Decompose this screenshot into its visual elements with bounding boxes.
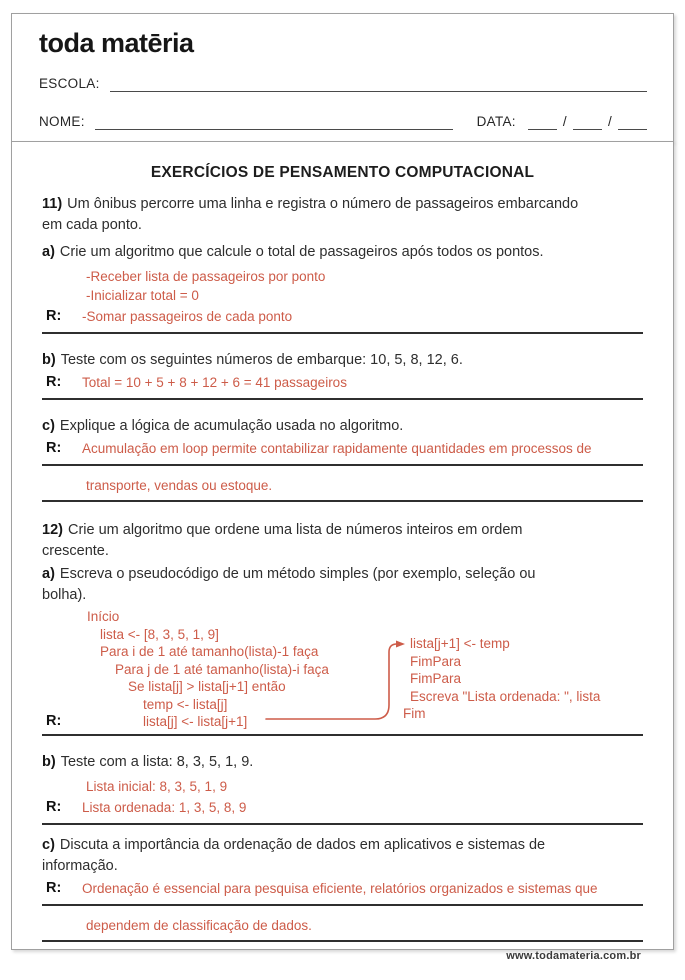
answer-line: Ordenação é essencial para pesquisa eficiente, relatórios organizados e sistemas que (82, 881, 598, 896)
q11-a-answer-pre-lines (42, 267, 643, 305)
q12-part-b-prompt-text: Teste com a lista: 8, 3, 5, 1, 9. (60, 754, 254, 770)
nome-data-row (39, 114, 647, 130)
q11-part-a-prompt-text: Crie um algoritmo que calcule o total de passageiros após todos os pontos. (59, 244, 544, 260)
q12-part-a-prompt-line1: Escreva o pseudocódigo de um método simples (por exemplo, seleção ou (59, 566, 536, 582)
q11-part-c-prompt-text: Explique a lógica de acumulação usada no algoritmo. (59, 418, 404, 434)
answer-label: R: (46, 880, 62, 896)
code-line: Escreva "Lista ordenada: ", lista (410, 688, 601, 704)
q11-a-answer-row (42, 307, 643, 334)
header-card (11, 13, 674, 142)
question-11-statement-line1: Um ônibus percorre uma linha e registra o número de passageiros embarcando (67, 196, 579, 212)
q12-part-b-label: b) (42, 754, 56, 770)
escola-label: ESCOLA: (39, 76, 100, 91)
q12-part-a-prompt-line2: bolha). (42, 587, 87, 603)
q11-part-a-prompt (42, 242, 643, 263)
nome-label: NOME: (39, 114, 85, 129)
date-separator: / (562, 114, 567, 129)
answer-line: -Inicializar total = 0 (86, 288, 199, 303)
q12-part-c-label: c) (42, 837, 55, 853)
q11-c-answer-continuation: transporte, vendas ou estoque. (42, 466, 643, 502)
answer-label: R: (46, 440, 62, 456)
code-line: Início (87, 609, 120, 624)
date-slot-year (618, 115, 647, 130)
answer-line: -Receber lista de passageiros por ponto (86, 269, 326, 284)
question-12-number: 12) (42, 522, 63, 538)
question-11-number: 11) (42, 196, 63, 212)
code-line: Se lista[j] > lista[j+1] então (128, 679, 286, 694)
footer-url: www.todamateria.com.br (506, 950, 641, 962)
escola-write-line (110, 77, 647, 92)
q12-part-c-prompt-line1: Discuta a importância da ordenação de dados em aplicativos e sistemas de (59, 837, 546, 853)
q12-part-a-prompt (42, 564, 643, 606)
answer-line: Lista ordenada: 1, 3, 5, 8, 9 (82, 800, 247, 815)
question-12-statement (42, 520, 643, 562)
pseudocode-right-column (403, 635, 601, 723)
q11-part-b-prompt (42, 350, 643, 371)
worksheet-page (0, 13, 685, 980)
answer-line: -Somar passageiros de cada ponto (82, 309, 293, 324)
q11-part-a-label: a) (42, 244, 55, 260)
q11-part-c-label: c) (42, 418, 55, 434)
q12-part-a-label: a) (42, 566, 55, 582)
pseudocode-block (42, 608, 643, 732)
q12-c-answer-continuation: dependem de classificação de dados. (42, 906, 643, 942)
answer-label: R: (46, 799, 62, 815)
worksheet-title: EXERCÍCIOS DE PENSAMENTO COMPUTACIONAL (150, 164, 535, 181)
answer-line: Total = 10 + 5 + 8 + 12 + 6 = 41 passageiros (82, 375, 347, 390)
answer-label: R: (46, 713, 62, 729)
q11-part-b-label: b) (42, 352, 56, 368)
brand-logo: toda matēria (39, 28, 194, 58)
q12-part-b-prompt (42, 752, 643, 773)
q12-part-c-prompt (42, 835, 643, 877)
date-separator: / (607, 114, 612, 129)
worksheet-card (11, 141, 674, 962)
code-line: FimPara (410, 671, 462, 686)
code-line: Para j de 1 até tamanho(lista)-i faça (115, 661, 329, 677)
q11-part-c-prompt (42, 416, 643, 437)
date-slot-day (528, 115, 557, 130)
q11-b-answer-row (42, 373, 643, 400)
pseudocode-left-column (87, 608, 329, 731)
code-line: lista <- [8, 3, 5, 1, 9] (100, 626, 219, 642)
q12-b-answer-row (42, 798, 643, 825)
question-12-statement-line1: Crie um algoritmo que ordene uma lista de números inteiros em ordem (67, 522, 523, 538)
q12-b-answer-pre-line: Lista inicial: 8, 3, 5, 1, 9 (86, 779, 228, 794)
code-line: FimPara (410, 653, 462, 669)
question-12-statement-line2: crescente. (42, 543, 109, 559)
escola-field (39, 76, 647, 92)
code-line: Para i de 1 até tamanho(lista)-1 faça (100, 644, 319, 659)
code-line: temp <- lista[j] (143, 696, 228, 712)
q11-c-answer-row (42, 439, 643, 466)
question-11-statement-line2: em cada ponto. (42, 217, 142, 233)
q12-part-c-prompt-line2: informação. (42, 858, 118, 874)
q12-c-answer-row (42, 879, 643, 906)
answer-label: R: (46, 308, 62, 324)
code-line: Fim (403, 706, 426, 721)
data-field (477, 114, 647, 130)
answer-label: R: (46, 374, 62, 390)
q11-part-b-prompt-text: Teste com os seguintes números de embarque: 10, 5, 8, 12, 6. (60, 352, 463, 368)
data-label: DATA: (476, 114, 516, 129)
date-slot-month (573, 115, 602, 130)
question-11-statement (42, 194, 643, 236)
answer-line: Acumulação em loop permite contabilizar rapidamente quantidades em processos de (82, 441, 592, 456)
nome-write-line (95, 115, 453, 130)
answer-rule (42, 734, 643, 736)
code-line: lista[j+1] <- temp (410, 636, 510, 651)
code-line: lista[j] <- lista[j+1] (143, 714, 248, 729)
